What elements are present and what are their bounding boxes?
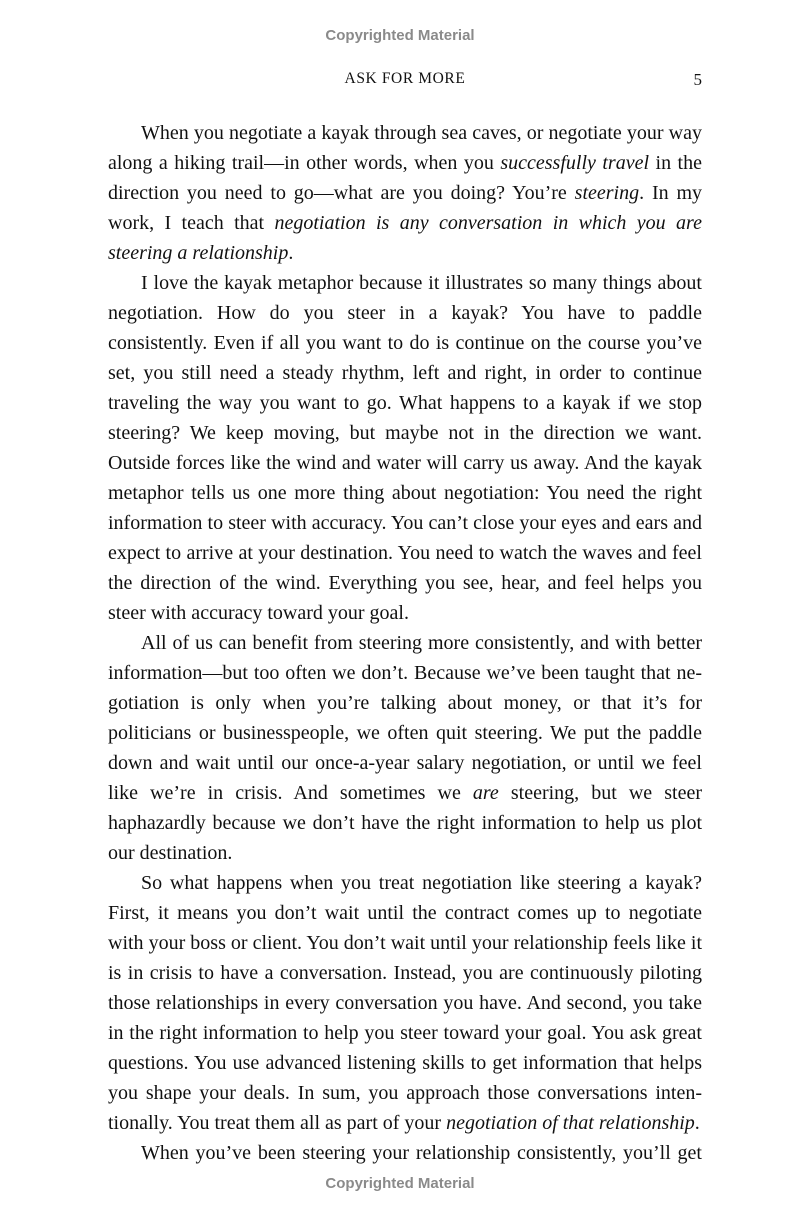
text-run: All of us can benefit from steering more consistently, and with better information—but too often we don’t. Because we’ve been taught that negotiation is only when you’re talking about money, or that it’s for politicians or businesspeople, we often quit steering. We put the paddle down and wait until our once-a-year salary negotiation, or until we feel like we’re in crisis. And sometimes we (108, 632, 702, 804)
italic-text: steering (574, 182, 640, 204)
paragraph (108, 1138, 702, 1168)
text-run: steering, but we steer haphazardly because we don’t have the right information to help us plot our destination. (108, 782, 702, 864)
copyright-watermark-top: Copyrighted Material (325, 27, 475, 44)
copyright-watermark-bottom: Copyrighted Material (325, 1175, 475, 1192)
paragraph (108, 628, 702, 868)
text-run: in the direction you need to go—what are you doing? You’re (108, 152, 702, 204)
italic-text: successfully travel (500, 152, 650, 174)
running-header (108, 70, 702, 88)
paragraph (108, 868, 702, 1138)
text-run: . (288, 242, 294, 264)
text-run: So what happens when you treat negotiation like steering a kayak? First, it means you don’t wait until the contract comes up to negotiate with your boss or client. You don’t wait until your relationship feels like it is in crisis to have a conversation. Instead, you are continuously piloting those relationships in every conversation you have. And second, you take in the right information to help you steer toward your goal. You ask great questions. You use advanced listening skills to get information that helps you shape your deals. In sum, you approach those conversations intentionally. You treat them all as part of your (108, 872, 702, 1134)
paragraph (108, 118, 702, 268)
text-run: I love the kayak metaphor because it illustrates so many things about negotiation. How do you steer in a kayak? You have to paddle consistently. Even if all you want to do is continue on the course you’ve set, you still need a steady rhythm, left and right, in order to continue traveling the way you want to go. What happens to a kayak if we stop steering? We keep moving, but maybe not in the direction we want. Outside forces like the wind and water will carry us away. And the kayak metaphor tells us one more thing about negotiation: You need the right information to steer with accuracy. You can’t close your eyes and ears and expect to arrive at your destination. You need to watch the waves and feel the direction of the wind. Everything you see, hear, and feel helps you steer with accuracy toward your goal. (108, 272, 702, 624)
running-title: ASK FOR MORE (344, 70, 466, 87)
text-run: When you negotiate a kayak through sea caves, or negotiate your way along a hiking trail—in other words, when you (108, 122, 702, 174)
text-run: . In my work, I teach that (108, 182, 703, 234)
italic-text: are (472, 782, 499, 804)
text-run: When you’ve been steering your relationship consistently, you’ll get (141, 1142, 702, 1164)
text-run: . (694, 1112, 700, 1134)
page-number: 5 (693, 70, 702, 89)
paragraph (108, 268, 702, 628)
italic-text: negotiation is any conversation in which you are steering a relationship (108, 212, 702, 264)
italic-text: negotiation of that relationship (446, 1112, 695, 1134)
body-text (108, 118, 702, 1168)
